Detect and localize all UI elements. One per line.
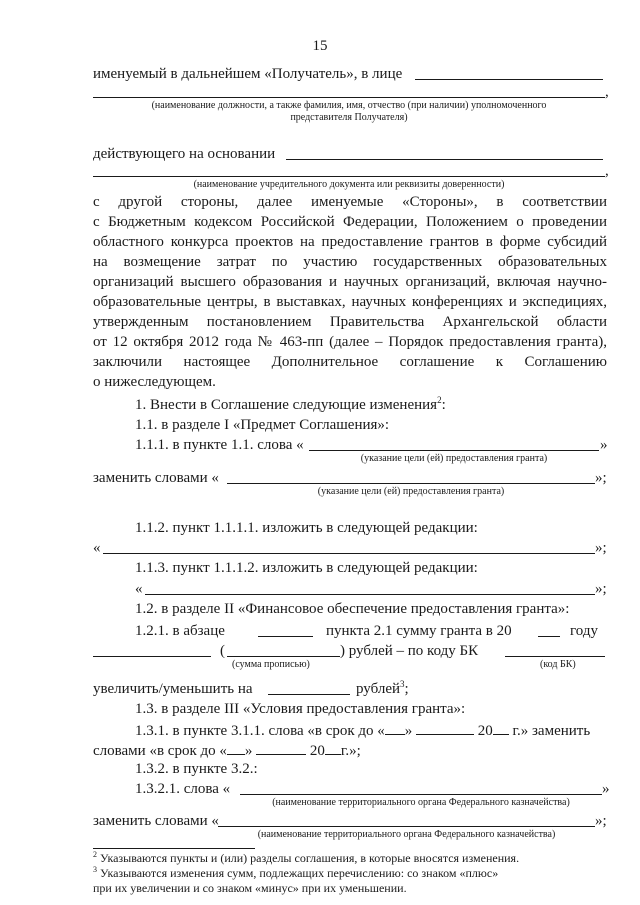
change-amount-fill-line bbox=[268, 694, 350, 695]
body-line: от 12 октября 2012 года № 463-пп (далее – Порядок предоставления гранта), bbox=[93, 334, 607, 350]
caption-sum: (сумма прописью) bbox=[232, 659, 310, 670]
kbk-fill-line bbox=[505, 656, 605, 657]
caption-purpose: (указание цели (ей) предоставления гранта) bbox=[360, 453, 548, 464]
body-line: областного конкурса проектов на предоставление грантов в форме субсидий bbox=[93, 234, 607, 250]
sum-words-fill-line bbox=[227, 656, 340, 657]
close-quote-semi: »; bbox=[595, 540, 607, 556]
purpose-new-fill-line bbox=[227, 483, 595, 484]
item-1-3-2-1: 1.3.2.1. слова « bbox=[135, 781, 231, 797]
recipient-fill-line-2 bbox=[93, 97, 605, 98]
redaction-fill-line bbox=[145, 594, 595, 595]
caption-basis: (наименование учредительного документа или реквизиты доверенности) bbox=[193, 179, 505, 190]
replace-words: заменить словами « bbox=[93, 813, 219, 829]
caption-treasury: (наименование территориального органа Федерального казначейства) bbox=[257, 829, 556, 840]
recipient-intro: именуемый в дальнейшем «Получатель», в лице bbox=[93, 66, 403, 82]
caption-kbk: (код БК) bbox=[540, 659, 576, 670]
footnote-3: $^3$ Указываются изменения сумм, подлежащих перечислению: со знаком «плюс» bbox=[93, 865, 499, 880]
comma: , bbox=[605, 163, 609, 179]
treasury-new-fill-line bbox=[218, 826, 595, 827]
item-1-1: 1.1. в разделе I «Предмет Соглашения»: bbox=[135, 417, 390, 433]
page-number: 15 bbox=[312, 38, 328, 54]
body-line: организаций высшего образования и научных организаций, включая научно- bbox=[93, 274, 607, 290]
body-line: с Бюджетным кодексом Российской Федерации, Положением о проведении bbox=[93, 214, 607, 230]
increase-label: увеличить/уменьшить на bbox=[93, 681, 253, 697]
paragraph-fill-line bbox=[258, 636, 313, 637]
footnote-3-cont: при их увеличении и со знаком «минус» при их уменьшении. bbox=[93, 881, 407, 895]
close-quote-semi: »; bbox=[595, 813, 607, 829]
rubles-kbk: ) рублей – по коду БК bbox=[340, 643, 479, 659]
item-1: 1. Внести в Соглашение следующие изменения$^2$: bbox=[135, 395, 446, 413]
item-1-2-1-b: пункта 2.1 сумму гранта в 20 bbox=[326, 623, 512, 639]
item-1-3-2: 1.3.2. в пункте 3.2.: bbox=[135, 761, 258, 777]
caption-representative: представителя Получателя) bbox=[290, 112, 408, 123]
basis-label: действующего на основании bbox=[93, 146, 276, 162]
footnote-ref-2: 2 bbox=[437, 395, 442, 405]
item-1-1-3: 1.1.3. пункт 1.1.1.2. изложить в следующей редакции: bbox=[135, 560, 478, 576]
open-quote: « bbox=[93, 540, 101, 556]
body-line: с другой стороны, далее именуемые «Стороны», в соответствии bbox=[93, 194, 607, 210]
footnote-2: $^2$ Указываются пункты и (или) разделы соглашения, в которые вносятся изменения. bbox=[93, 850, 520, 865]
close-quote: » bbox=[602, 781, 610, 797]
basis-fill-line-2 bbox=[93, 176, 605, 177]
recipient-fill-line bbox=[415, 79, 603, 80]
sum-digits-fill-line bbox=[93, 656, 211, 657]
caption-position: (наименование должности, а также фамилия, имя, отчество (при наличии) уполномоченного bbox=[151, 100, 547, 111]
close-quote: » bbox=[600, 437, 608, 453]
body-line: заключили настоящее Дополнительное соглашение к Соглашению bbox=[93, 354, 607, 370]
item-1-3: 1.3. в разделе III «Условия предоставления гранта»: bbox=[135, 701, 466, 717]
footnote-separator bbox=[93, 848, 255, 849]
purpose-fill-line bbox=[309, 450, 599, 451]
caption-treasury: (наименование территориального органа Федерального казначейства) bbox=[272, 797, 570, 808]
body-line: утвержденным постановлением Правительства Архангельской области bbox=[93, 314, 607, 330]
basis-fill-line bbox=[286, 159, 603, 160]
replace-words: заменить словами « bbox=[93, 470, 219, 486]
item-1-2: 1.2. в разделе II «Финансовое обеспечение предоставления гранта»: bbox=[135, 601, 570, 617]
footnote-ref-3: 3 bbox=[400, 679, 405, 689]
paren-open: ( bbox=[220, 643, 225, 659]
body-line: о нижеследующем. bbox=[93, 374, 216, 390]
caption-purpose: (указание цели (ей) предоставления гранта) bbox=[317, 486, 505, 497]
open-quote: « bbox=[135, 581, 143, 597]
item-1-2-1-c: году bbox=[570, 623, 598, 639]
treasury-fill-line bbox=[240, 794, 602, 795]
item-1-3-1: 1.3.1. в пункте 3.1.1. слова «в срок до « » 20 г.» заменить bbox=[135, 719, 590, 741]
item-1-1-2: 1.1.2. пункт 1.1.1.1. изложить в следующей редакции: bbox=[135, 520, 478, 536]
item-1-2-1-a: 1.2.1. в абзаце bbox=[135, 623, 225, 639]
item-1-3-1-cont: словами «в срок до « » 20 г.»; bbox=[93, 739, 361, 761]
year-fill-line bbox=[538, 636, 560, 637]
body-line: на возмещение затрат по участию государственных образовательных bbox=[93, 254, 607, 270]
close-quote-semi: »; bbox=[595, 470, 607, 486]
close-quote-semi: »; bbox=[595, 581, 607, 597]
body-line: образовательные центры, в выставках, научных конференциях и экспедициях, bbox=[93, 294, 607, 310]
comma: , bbox=[605, 84, 609, 100]
rubles: рублей$^3$; bbox=[356, 679, 409, 697]
redaction-fill-line bbox=[103, 553, 595, 554]
item-1-1-1: 1.1.1. в пункте 1.1. слова « bbox=[135, 437, 304, 453]
